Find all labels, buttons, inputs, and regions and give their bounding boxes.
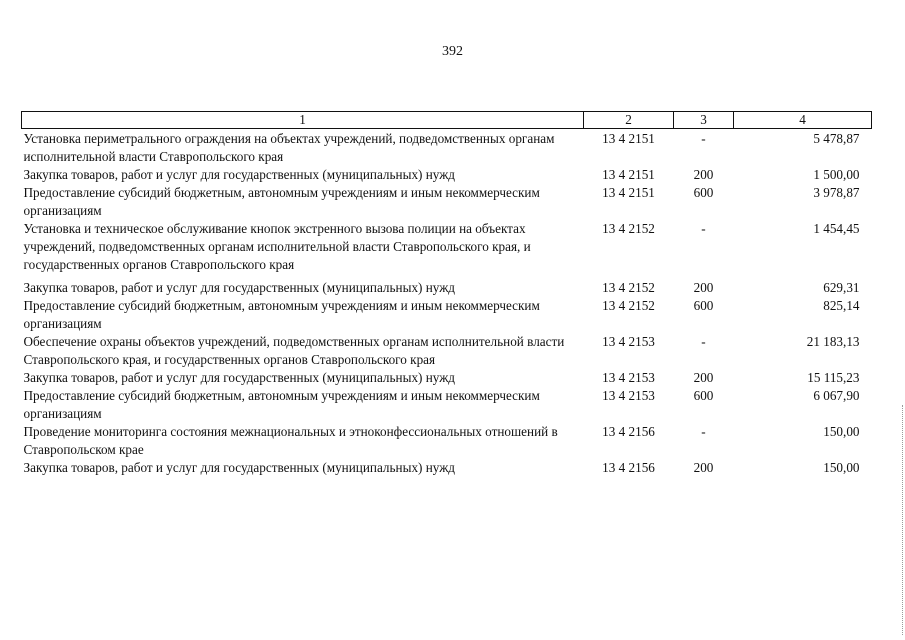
row-code: 13 4 2151 bbox=[602, 167, 655, 182]
table-row bbox=[22, 297, 872, 333]
table-row bbox=[22, 220, 872, 274]
row-name: Установка и техническое обслуживание кнопок экстренного вызова полиции на объектах учреждений, подведомственных органам исполнительной власти Ставропольского края, и государственных органов Ставропольского края bbox=[23, 221, 531, 272]
column-header-1: 1 bbox=[22, 112, 584, 129]
row-amount: 150,00 bbox=[823, 424, 860, 439]
row-amount: 15 115,23 bbox=[807, 370, 860, 385]
row-amount: 629,31 bbox=[823, 280, 860, 295]
row-type: 200 bbox=[693, 370, 714, 385]
row-code: 13 4 2153 bbox=[602, 334, 655, 349]
row-amount: 825,14 bbox=[823, 298, 860, 313]
row-type: 200 bbox=[693, 280, 714, 295]
row-name: Предоставление субсидий бюджетным, автономным учреждениям и иным некоммерческим организациям bbox=[23, 298, 540, 331]
row-type: 600 bbox=[693, 298, 714, 313]
row-amount: 3 978,87 bbox=[813, 185, 860, 200]
row-code: 13 4 2152 bbox=[602, 280, 655, 295]
table-header-row bbox=[22, 112, 872, 129]
row-code: 13 4 2153 bbox=[602, 370, 655, 385]
row-name: Закупка товаров, работ и услуг для государственных (муниципальных) нужд bbox=[23, 370, 456, 385]
table-row bbox=[22, 274, 872, 297]
column-header-3: 3 bbox=[674, 112, 734, 129]
row-amount: 21 183,13 bbox=[806, 334, 860, 349]
row-amount: 150,00 bbox=[823, 460, 860, 475]
table-row bbox=[22, 129, 872, 167]
row-name: Закупка товаров, работ и услуг для государственных (муниципальных) нужд bbox=[23, 460, 456, 475]
row-code: 13 4 2151 bbox=[602, 131, 655, 146]
row-amount: 1 500,00 bbox=[813, 167, 860, 182]
column-header-2: 2 bbox=[584, 112, 674, 129]
row-name: Предоставление субсидий бюджетным, автономным учреждениям и иным некоммерческим организациям bbox=[23, 388, 540, 421]
row-amount: 6 067,90 bbox=[813, 388, 860, 403]
row-name: Установка периметрального ограждения на объектах учреждений, подведомственных органам исполнительной власти Ставропольского края bbox=[23, 131, 555, 164]
row-name: Закупка товаров, работ и услуг для государственных (муниципальных) нужд bbox=[23, 167, 456, 182]
row-name: Закупка товаров, работ и услуг для государственных (муниципальных) нужд bbox=[23, 280, 456, 295]
row-amount: 5 478,87 bbox=[813, 131, 860, 146]
row-code: 13 4 2156 bbox=[602, 424, 655, 439]
row-type: - bbox=[701, 334, 706, 349]
row-code: 13 4 2153 bbox=[602, 388, 655, 403]
row-type: - bbox=[701, 424, 706, 439]
budget-table bbox=[21, 111, 872, 477]
column-header-4: 4 bbox=[734, 112, 872, 129]
row-name: Обеспечение охраны объектов учреждений, подведомственных органам исполнительной власти Ставропольского края, и государственных органов Ставропольского края bbox=[23, 334, 565, 367]
row-type: 600 bbox=[693, 388, 714, 403]
row-amount: 1 454,45 bbox=[813, 221, 860, 236]
row-code: 13 4 2152 bbox=[602, 221, 655, 236]
table-row bbox=[22, 387, 872, 423]
row-name: Предоставление субсидий бюджетным, автономным учреждениям и иным некоммерческим организациям bbox=[23, 185, 540, 218]
row-code: 13 4 2152 bbox=[602, 298, 655, 313]
row-code: 13 4 2156 bbox=[602, 460, 655, 475]
scan-edge-mark bbox=[901, 405, 903, 635]
row-type: 200 bbox=[693, 460, 714, 475]
table-row bbox=[22, 459, 872, 477]
row-code: 13 4 2151 bbox=[602, 185, 655, 200]
row-type: 600 bbox=[693, 185, 714, 200]
table-row bbox=[22, 166, 872, 184]
row-type: - bbox=[701, 131, 706, 146]
table-row bbox=[22, 333, 872, 369]
table-row bbox=[22, 369, 872, 387]
row-name: Проведение мониторинга состояния межнациональных и этноконфессиональных отношений в Ставропольском крае bbox=[23, 424, 558, 457]
page-number: 392 bbox=[442, 44, 463, 59]
row-type: 200 bbox=[693, 167, 714, 182]
table-row bbox=[22, 184, 872, 220]
row-type: - bbox=[701, 221, 706, 236]
table-row bbox=[22, 423, 872, 459]
